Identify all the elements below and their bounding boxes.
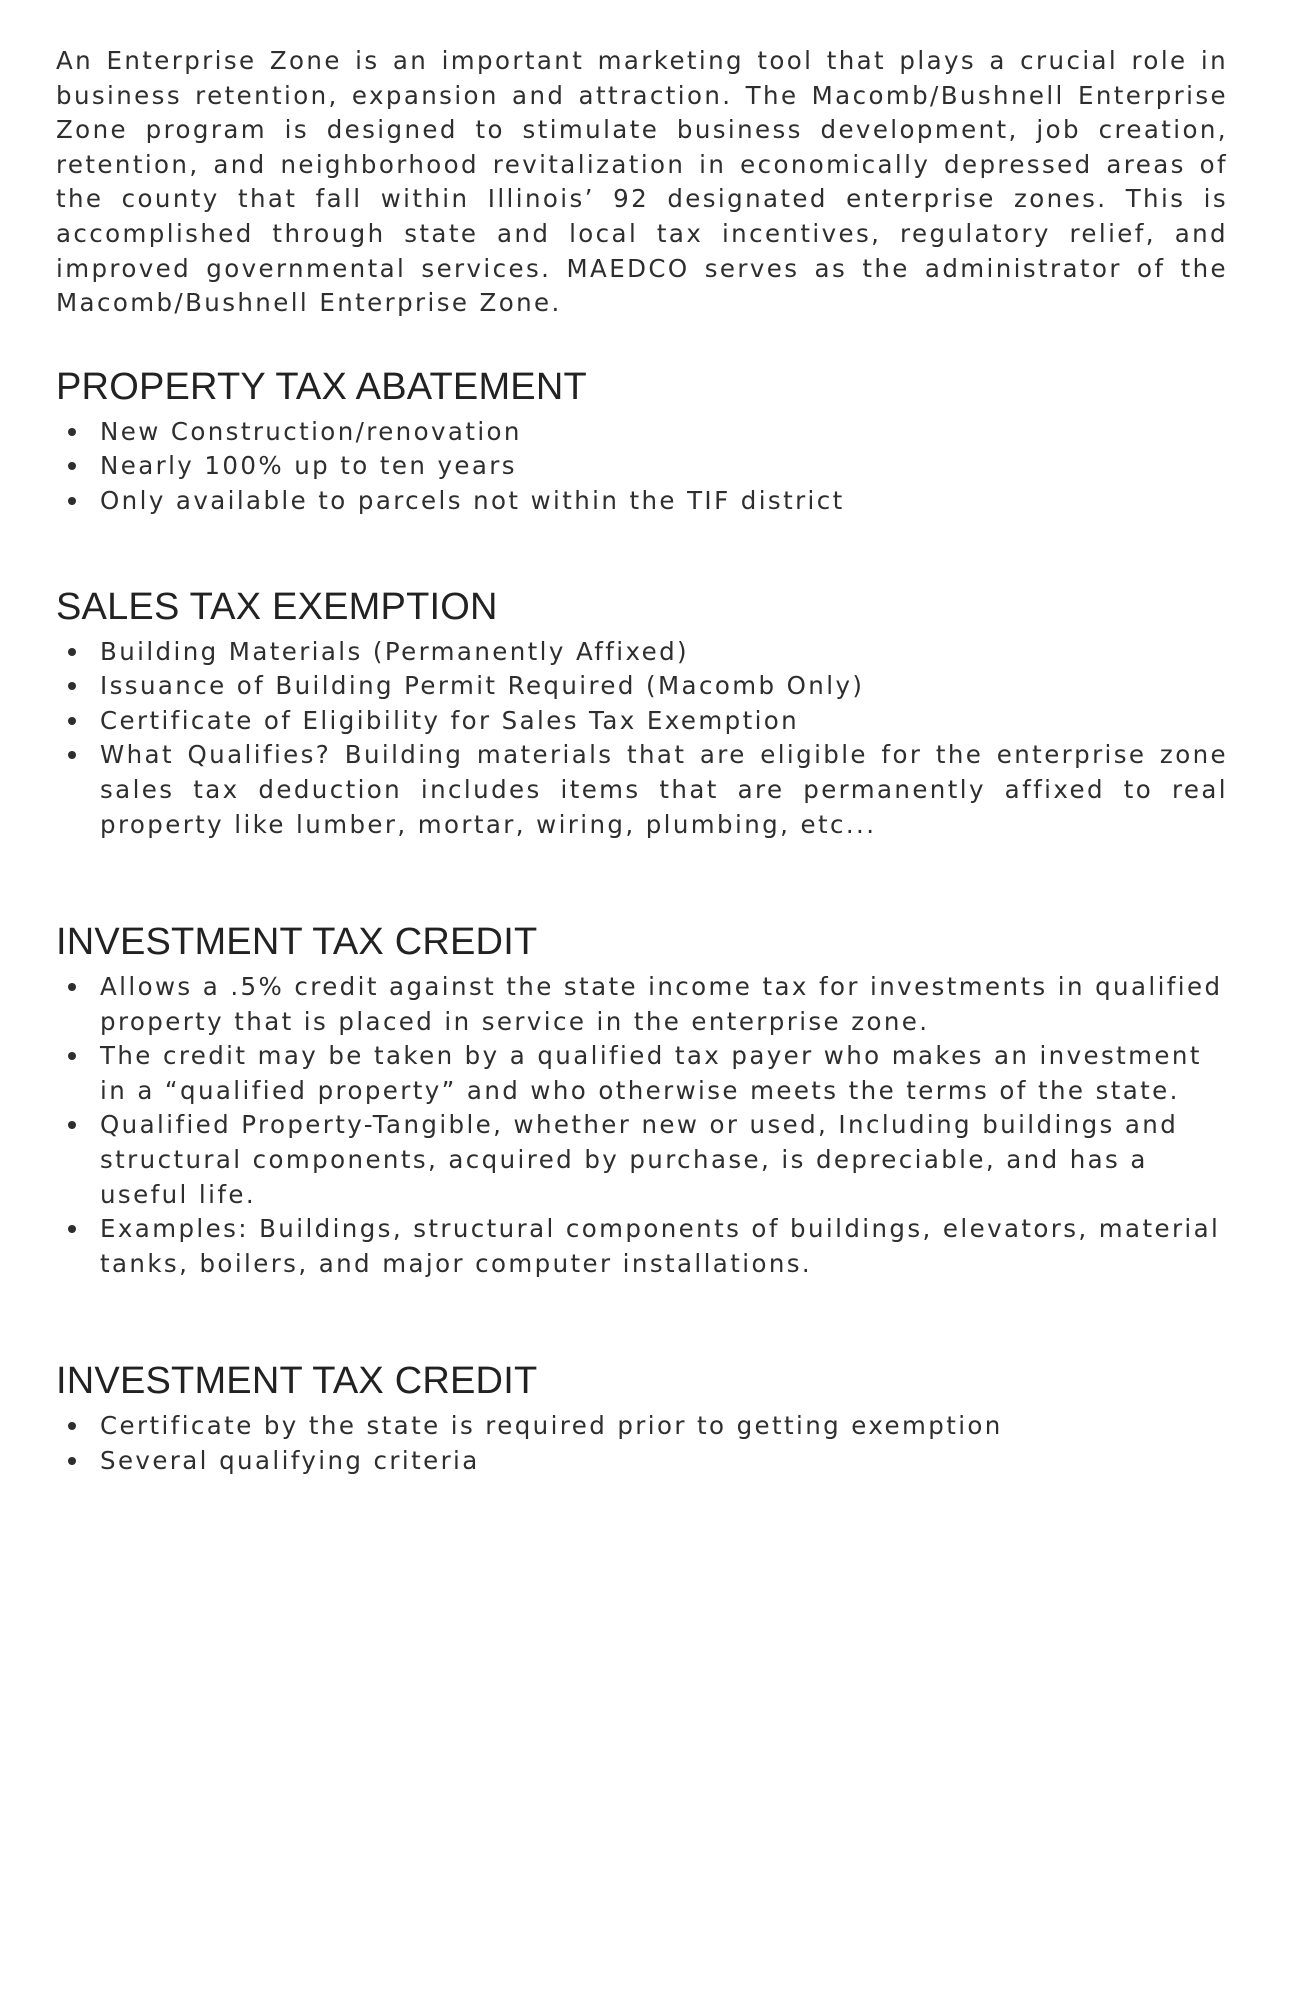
section-sales-tax-exemption (56, 585, 1228, 843)
list-item-text: Certificate by the state is required prior to getting exemption (100, 1411, 1003, 1441)
list-item-text: Allows a .5% credit against the state income tax for investments in qualified property that is placed in service in the enterprise zone. (100, 972, 1223, 1036)
list-item-text: The credit may be taken by a qualified tax payer who makes an investment in a “qualified property” and who otherwise meets the terms of the state. (100, 1041, 1202, 1105)
bullet-icon (68, 428, 76, 436)
intro-paragraph: An Enterprise Zone is an important marketing tool that plays a crucial role in business retention, expansion and attraction. The Macomb/Bushnell Enterprise Zone program is designed to stimulate business development, job creation, retention, and neighborhood revitalization in economically depressed areas of the county that fall within Illinois’ 92 designated enterprise zones. This is accomplished through state and local tax incentives, regulatory relief, and improved governmental services. MAEDCO serves as the administrator of the Macomb/Bushnell Enterprise Zone. (56, 46, 1228, 318)
list-item (56, 669, 1228, 704)
section-title: PROPERTY TAX ABATEMENT (56, 365, 587, 408)
bullet-icon (68, 1052, 76, 1060)
bullet-icon (68, 497, 76, 505)
list-item (56, 449, 1228, 484)
list-item-text: Certificate of Eligibility for Sales Tax Exemption (100, 705, 800, 735)
document-page (56, 44, 1228, 1479)
list-item (56, 1409, 1228, 1444)
list-item-text: Issuance of Building Permit Required (Macomb Only) (100, 671, 865, 701)
list-item (56, 1108, 1228, 1212)
list-item (56, 1212, 1228, 1281)
bullet-icon (68, 1422, 76, 1430)
bullet-icon (68, 1457, 76, 1465)
bullet-icon (68, 1121, 76, 1129)
list-item (56, 970, 1228, 1039)
list-item-text: Building Materials (Permanently Affixed) (100, 636, 690, 666)
bullet-icon (68, 717, 76, 725)
bullet-list (56, 1409, 1228, 1478)
bullet-list (56, 415, 1228, 519)
bullet-list (56, 970, 1228, 1281)
list-item-text: What Qualifies? Building materials that are eligible for the enterprise zone sales tax deduction includes items that are permanently affixed to real property like lumber, mortar, wiring, plumbing, etc... (100, 740, 1228, 839)
bullet-icon (68, 751, 76, 759)
section-title: INVESTMENT TAX CREDIT (56, 921, 538, 964)
bullet-icon (68, 1225, 76, 1233)
bullet-icon (68, 983, 76, 991)
list-item (56, 415, 1228, 450)
list-item-text: Examples: Buildings, structural components of buildings, elevators, material tanks, boilers, and major computer installations. (100, 1214, 1221, 1278)
section-title: INVESTMENT TAX CREDIT (56, 1360, 538, 1403)
list-item-text: Qualified Property-Tangible, whether new or used, Including buildings and structural components, acquired by purchase, is depreciable, and has a useful life. (100, 1110, 1179, 1209)
bullet-list (56, 635, 1228, 843)
list-item-text: New Construction/renovation (100, 416, 522, 446)
section-investment-tax-credit-certificate (56, 1359, 1228, 1478)
list-item (56, 704, 1228, 739)
bullet-icon (68, 648, 76, 656)
section-investment-tax-credit (56, 920, 1228, 1281)
section-property-tax-abatement (56, 365, 1228, 519)
list-item-text: Only available to parcels not within the TIF district (100, 485, 845, 515)
list-item-text: Several qualifying criteria (100, 1446, 480, 1476)
list-item (56, 1039, 1228, 1108)
list-item (56, 738, 1228, 842)
list-item-text: Nearly 100% up to ten years (100, 451, 517, 481)
list-item (56, 635, 1228, 670)
list-item (56, 1444, 1228, 1479)
bullet-icon (68, 462, 76, 470)
section-title: SALES TAX EXEMPTION (56, 585, 498, 628)
list-item (56, 484, 1228, 519)
bullet-icon (68, 682, 76, 690)
